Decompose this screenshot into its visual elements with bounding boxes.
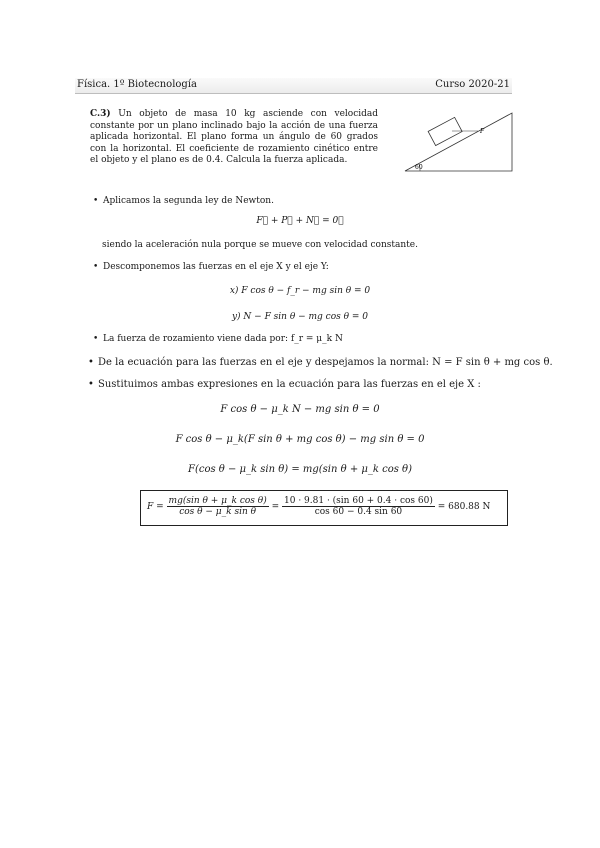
eq-y-axis: y) N − F sin θ − mg cos θ = 0 (231, 312, 369, 322)
step-friction: • La fuerza de rozamiento viene dada por: f_r = μ_k N (93, 334, 343, 344)
inclined-plane-figure (400, 105, 515, 175)
step-normal: • De la ecuación para las fuerzas en el eje y despejamos la normal: N = F sin θ + mg cos θ. (88, 357, 553, 368)
header-year: Curso 2020-21 (435, 79, 510, 90)
problem-statement (90, 109, 378, 167)
eq-sub2: F cos θ − μ_k(F sin θ + mg cos θ) − mg sin θ = 0 (175, 434, 425, 445)
header-course: Física. 1º Biotecnología (77, 79, 197, 90)
result-value: = 680.88 N (437, 502, 491, 512)
force-label: F (480, 128, 485, 135)
step-newton: • Aplicamos la segunda ley de Newton. (93, 196, 274, 206)
problem-number: C.3) (90, 109, 111, 119)
step-acceleration: siendo la aceleración nula porque se mueve con velocidad constante. (102, 240, 418, 250)
eq-x-axis: x) F cos θ − f_r − mg sin θ = 0 (229, 286, 371, 296)
eq-sub1: F cos θ − μ_k N − mg sin θ = 0 (220, 404, 380, 415)
incline-triangle (405, 113, 512, 171)
problem-text: Un objeto de masa 10 kg asciende con velocidad constante por un plano inclinado bajo la acción de una fuerza aplicada horizontal. El plano forma un ángulo de 60 grados con la horizontal. El coeficiente de rozamiento cinético entre el objeto y el plano es de 0.4. Calcula la fuerza aplicada. (90, 109, 378, 165)
angle-label: 60 (415, 164, 423, 171)
step-decompose: • Descomponemos las fuerzas en el eje X y el eje Y: (93, 262, 329, 272)
page-header (75, 78, 512, 94)
result-fraction-numeric: $\frac{10 \cdot 9.81 \cdot (\sin 60 + 0.4 \cdot \cos 60)}{\cos 60 - 0.4 \sin 60}$ (284, 496, 433, 517)
result-lhs: F = (147, 502, 164, 512)
eq-newton: F⃗ + P⃗ + N⃗ = 0⃗ (256, 216, 344, 226)
step-substitute: • Sustituimos ambas expresiones en la ecuación para las fuerzas en el eje X : (88, 379, 481, 390)
result-box: F = $\frac{\text{mg(sin θ + μ\_k cos θ)}}{\text{cos θ − μ\_k sin θ}}$ = $\frac{10 \cdot 9.81 \cdot (\sin 60 + 0.4 \cdot \cos 60)}{\cos 60 - 0.4 \sin 60}$ = 680.88 N (140, 490, 508, 526)
result-fraction-symbolic: $\frac{\text{mg(sin θ + μ\_k cos θ)}}{\text{cos θ − μ\_k sin θ}}$ (168, 496, 267, 517)
block-shape (428, 117, 462, 145)
eq-sub3: F(cos θ − μ_k sin θ) = mg(sin θ + μ_k cos θ) (188, 464, 412, 475)
